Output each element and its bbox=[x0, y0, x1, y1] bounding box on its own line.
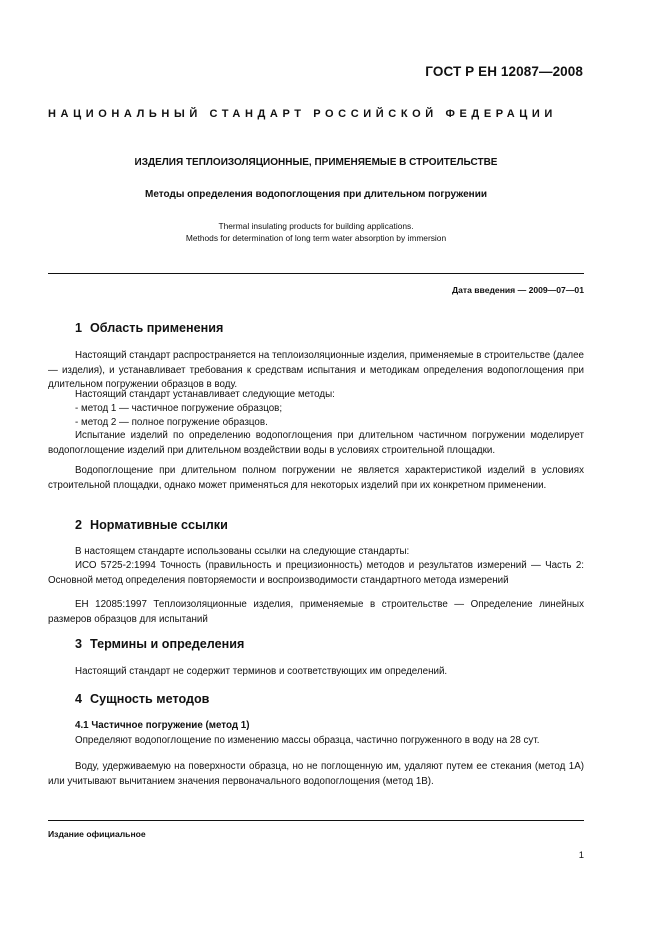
standard-designation: ГОСТ Р ЕН 12087—2008 bbox=[425, 64, 583, 79]
section-2-title: Нормативные ссылки bbox=[90, 518, 228, 532]
page-number: 1 bbox=[578, 850, 584, 861]
section-1-paragraph-4: Водопоглощение при длительном полном погружении не является характеристикой изделий в условиях строительной площадки, однако может применяться для некоторых изделий при их конкретном применении. bbox=[48, 465, 584, 491]
english-title bbox=[48, 220, 584, 244]
method-list-item-1: - метод 1 — частичное погружение образцов; bbox=[75, 403, 283, 414]
document-subtitle: Методы определения водопоглощения при длительном погружении bbox=[144, 189, 488, 200]
english-title-line-2: Methods for determination of long term water absorption by immersion bbox=[185, 233, 447, 243]
method-list-item-2: - метод 2 — полное погружение образцов. bbox=[75, 417, 268, 428]
section-1-paragraph-3: Испытание изделий по определению водопоглощения при длительном частичном погружении моделирует водопоглощение изделий при длительном воздействии воды в условиях строительной площадки. bbox=[48, 430, 584, 456]
introduction-date: Дата введения — 2009—07—01 bbox=[451, 285, 584, 295]
top-divider bbox=[48, 273, 584, 274]
section-1-number: 1 bbox=[75, 321, 83, 335]
subsection-4-1-paragraph-2: Воду, удерживаемую на поверхности образца, но не поглощенную им, удаляют путем ее стекания (метод 1А) или учитывают вычитанием значения первоначального водопоглощения (метод 1В). bbox=[48, 761, 584, 787]
section-1-title: Область применения bbox=[90, 321, 224, 335]
section-1-paragraph-1: Настоящий стандарт распространяется на теплоизоляционные изделия, применяемые в строительстве (далее — изделия), и устанавливает требования к средствам испытания и методикам определения водопоглощения при длительном погружении образцов в воду. bbox=[48, 350, 584, 391]
section-2-number: 2 bbox=[75, 518, 83, 532]
section-4-number: 4 bbox=[75, 692, 83, 706]
section-4-title: Сущность методов bbox=[90, 692, 210, 706]
section-3-title: Термины и определения bbox=[90, 637, 245, 651]
section-3-heading bbox=[75, 637, 244, 651]
section-2-paragraph-1: В настоящем стандарте использованы ссылки на следующие стандарты: bbox=[75, 546, 410, 557]
section-1-heading bbox=[75, 321, 223, 335]
section-3-paragraph-1: Настоящий стандарт не содержит терминов и соответствующих им определений. bbox=[75, 666, 448, 677]
subsection-4-1-paragraph-1: Определяют водопоглощение по изменению массы образца, частично погруженного в воду на 28 сут. bbox=[75, 735, 540, 746]
reference-en-12085: ЕН 12085:1997 Теплоизоляционные изделия, применяемые в строительстве — Определение линейных размеров образцов для испытаний bbox=[48, 599, 584, 625]
standard-type-banner: НАЦИОНАЛЬНЫЙ СТАНДАРТ РОССИЙСКОЙ ФЕДЕРАЦИИ bbox=[48, 108, 557, 120]
footer-divider bbox=[48, 820, 584, 821]
section-3-number: 3 bbox=[75, 637, 83, 651]
subsection-4-1-heading: 4.1 Частичное погружение (метод 1) bbox=[75, 720, 250, 731]
reference-iso-5725-2: ИСО 5725-2:1994 Точность (правильность и прецизионность) методов и результатов измерений — Часть 2: Основной метод определения повторяемости и воспроизводимости стандартного метода измерений bbox=[48, 560, 584, 586]
section-2-heading bbox=[75, 518, 228, 532]
edition-note: Издание официальное bbox=[48, 829, 146, 839]
section-4-heading bbox=[75, 692, 209, 706]
document-title: ИЗДЕЛИЯ ТЕПЛОИЗОЛЯЦИОННЫЕ, ПРИМЕНЯЕМЫЕ В СТРОИТЕЛЬСТВЕ bbox=[134, 157, 498, 168]
section-1-paragraph-2: Настоящий стандарт устанавливает следующие методы: bbox=[75, 389, 335, 400]
english-title-line-1: Thermal insulating products for building applications. bbox=[218, 221, 414, 231]
